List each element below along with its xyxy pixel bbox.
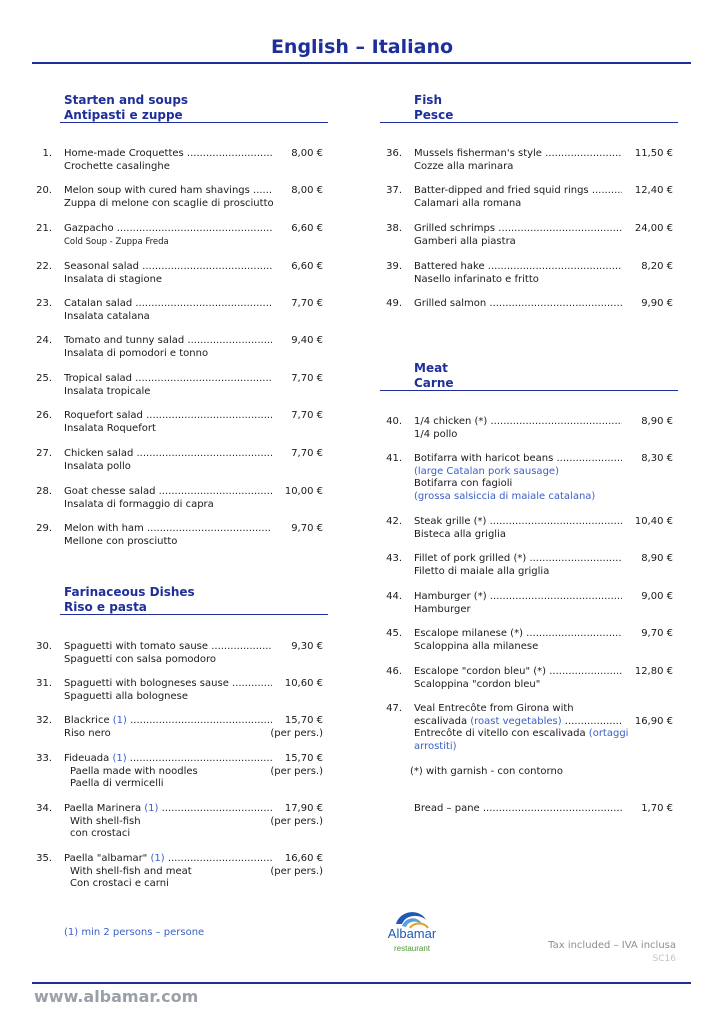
- item-per-person: (per pers.): [270, 865, 323, 877]
- tax-note: Tax included – IVA inclusa: [548, 940, 676, 951]
- item-name: [414, 148, 622, 161]
- logo-name: Albamar: [387, 926, 437, 941]
- item-name: [414, 223, 622, 236]
- item-name-en: Steak grille (*): [414, 516, 487, 527]
- item-price: 8,00 €: [291, 148, 323, 159]
- item-price: 15,70 €: [284, 753, 323, 764]
- item-name-en: Catalan salad: [64, 298, 133, 309]
- item-price: 9,00 €: [641, 591, 673, 602]
- section-meat-heading: [414, 361, 454, 391]
- item-name-it: Hamburger: [414, 603, 471, 615]
- item-name: [414, 553, 622, 566]
- item-price: 7,70 €: [291, 298, 323, 309]
- menu-item: [0, 453, 724, 513]
- item-name-it: Calamari alla romana: [414, 197, 522, 209]
- item-name: [414, 666, 622, 679]
- item-number: 46.: [386, 666, 402, 677]
- item-number: 43.: [386, 553, 402, 564]
- item-name-en: 1/4 chicken (*): [414, 416, 488, 427]
- item-name-it: Insalata di stagione: [64, 273, 163, 285]
- item-number: 29.: [36, 523, 52, 534]
- item-name: [414, 703, 622, 716]
- item-number: 37.: [386, 185, 402, 196]
- item-price: 12,40 €: [634, 185, 673, 196]
- item-name-it: Scaloppina "cordon bleu": [414, 678, 541, 690]
- item-name-it: Insalata tropicale: [64, 385, 151, 397]
- section-fish-en: Fish: [414, 93, 442, 107]
- item-price: 9,40 €: [291, 335, 323, 346]
- item-name-en: Melon soup with cured ham shavings: [64, 185, 250, 196]
- item-name-it: Spaguetti alla bolognese: [64, 690, 189, 702]
- item-number: 31.: [36, 678, 52, 689]
- item-price: 9,70 €: [641, 628, 673, 639]
- section-fish-divider: [380, 122, 678, 123]
- item-name-en: Home-made Croquettes: [64, 148, 184, 159]
- item-number: 20.: [36, 185, 52, 196]
- item-name-it: Mellone con prosciutto: [64, 535, 178, 547]
- item-price: 6,60 €: [291, 223, 323, 234]
- item-name-en: Seasonal salad: [64, 261, 139, 272]
- item-name-it: Spaguetti con salsa pomodoro: [64, 653, 217, 665]
- item-name: [414, 516, 622, 529]
- item-name-en: Escalope milanese (*): [414, 628, 523, 639]
- item-name-it: [414, 728, 628, 741]
- item-name-en: Gazpacho: [64, 223, 114, 234]
- item-name: [414, 591, 622, 604]
- item-price: 16,60 €: [284, 853, 323, 864]
- item-number: 41.: [386, 453, 402, 464]
- item-name: [414, 453, 622, 466]
- item-name-en: Batter-dipped and fried squid rings: [414, 185, 589, 196]
- item-price: 16,90 €: [634, 715, 673, 727]
- item-name-it: Insalata di formaggio di capra: [64, 498, 214, 510]
- item-price: 1,70 €: [641, 803, 673, 814]
- item-name-it: Paella made with noodles: [70, 765, 198, 777]
- item-per-person: (per pers.): [270, 765, 323, 777]
- item-price: 7,70 €: [291, 410, 323, 421]
- item-name-en: Paella Marinera: [64, 803, 145, 814]
- item-name-it2: Con crostaci e carni: [70, 878, 169, 889]
- menu-code: SC16: [652, 954, 676, 964]
- section-pasta-en: Farinaceous Dishes: [64, 585, 195, 599]
- item-price: 11,50 €: [634, 148, 673, 159]
- item-name-en: Grilled schrimps: [414, 223, 496, 234]
- item-number: 23.: [36, 298, 52, 309]
- item-price: 7,70 €: [291, 448, 323, 459]
- item-number: 38.: [386, 223, 402, 234]
- item-name-en: Spaguetti with tomato sause: [64, 641, 209, 652]
- item-name-it: Scaloppina alla milanese: [414, 640, 539, 652]
- item-price: 24,00 €: [634, 223, 673, 234]
- item-name-en: Grilled salmon: [414, 298, 487, 309]
- item-name-it: Insalata di pomodori e tonno: [64, 347, 209, 359]
- section-starters-heading: [64, 93, 188, 123]
- item-price: 10,40 €: [634, 516, 673, 527]
- item-name-it-note: (grossa salsiccia di maiale catalana): [414, 490, 596, 502]
- item-name-it: Cozze alla marinara: [414, 160, 514, 172]
- item-name-en2-note: (roast vegetables): [470, 715, 562, 727]
- footer-divider: [32, 982, 691, 984]
- item-number: 21.: [36, 223, 52, 234]
- item-name: [414, 416, 622, 429]
- item-per-person: (per pers.): [270, 815, 323, 827]
- item-number: 22.: [36, 261, 52, 272]
- item-name-it: Insalata Roquefort: [64, 422, 156, 434]
- item-name: [414, 628, 622, 641]
- item-price: 6,60 €: [291, 261, 323, 272]
- item-name-en: Blackrice: [64, 715, 113, 726]
- section-starters-divider: [60, 122, 328, 123]
- item-price: 8,90 €: [641, 553, 673, 564]
- section-meat-it: Carne: [414, 376, 454, 390]
- item-price: 8,30 €: [641, 453, 673, 464]
- menu-item: [0, 298, 724, 358]
- item-name-it-text: Entrecôte di vitello con escalivada: [414, 728, 589, 739]
- menu-item: [0, 803, 724, 863]
- item-name-en: Roquefort salad: [64, 410, 143, 421]
- item-name-it: Insalata pollo: [64, 460, 131, 472]
- item-number: 34.: [36, 803, 52, 814]
- item-price: 9,70 €: [291, 523, 323, 534]
- item-min-persons-mark: (1): [150, 853, 165, 864]
- section-meat-en: Meat: [414, 361, 448, 375]
- item-number: 27.: [36, 448, 52, 459]
- item-price: 15,70 €: [284, 715, 323, 726]
- title-divider: [32, 62, 691, 64]
- item-name: [414, 803, 622, 816]
- item-name-it: Crochette casalinghe: [64, 160, 170, 172]
- section-fish-it: Pesce: [414, 108, 454, 122]
- item-min-persons-mark: (1): [144, 803, 159, 814]
- item-name-it2: Paella di vermicelli: [70, 778, 164, 789]
- item-name-it: With shell-fish: [70, 815, 141, 827]
- item-name-en: Tomato and tunny salad: [64, 335, 185, 346]
- website-link[interactable]: www.albamar.com: [34, 987, 199, 1006]
- item-number: 25.: [36, 373, 52, 384]
- item-number: 39.: [386, 261, 402, 272]
- item-min-persons-mark: (1): [112, 715, 127, 726]
- item-number: 1.: [42, 148, 52, 159]
- menu-item: [0, 703, 724, 763]
- garnish-note: (*) with garnish - con contorno: [410, 766, 563, 777]
- item-name-en: Spaguetti with bologneses sause: [64, 678, 229, 689]
- item-name-it: Riso nero: [64, 727, 111, 739]
- item-name-it-note2: arrostiti): [414, 740, 457, 752]
- item-name-en: Fideuada: [64, 753, 113, 764]
- item-name-it: Cold Soup - Zuppa Freda: [64, 236, 169, 247]
- item-number: 32.: [36, 715, 52, 726]
- item-name-en: Battered hake: [414, 261, 485, 272]
- item-price: 7,70 €: [291, 373, 323, 384]
- item-name: [414, 298, 622, 311]
- item-name-en: Fillet of pork grilled (*): [414, 553, 527, 564]
- item-number: 42.: [386, 516, 402, 527]
- item-price: 8,00 €: [291, 185, 323, 196]
- item-name-line2: [414, 716, 622, 729]
- item-number: 45.: [386, 628, 402, 639]
- item-name-en: Melon with ham: [64, 523, 144, 534]
- item-price: 8,90 €: [641, 416, 673, 427]
- item-number: 36.: [386, 148, 402, 159]
- item-name-en: Chicken salad: [64, 448, 134, 459]
- item-name: [414, 261, 622, 274]
- logo-sub: restaurant: [393, 944, 431, 953]
- item-name-en: Veal Entrecôte from Girona with: [414, 703, 574, 714]
- section-starters-en: Starten and soups: [64, 93, 189, 107]
- section-starters-it: Antipasti e zuppe: [64, 108, 183, 122]
- item-name: [64, 373, 272, 386]
- item-name-en: Mussels fisherman's style: [414, 148, 542, 159]
- item-name-it: With shell-fish and meat: [70, 865, 192, 877]
- item-price: 10,60 €: [284, 678, 323, 689]
- page-title: English – Italiano: [270, 36, 454, 58]
- item-name-en: Hamburger (*): [414, 591, 487, 602]
- item-name-it: Insalata catalana: [64, 310, 150, 322]
- item-name-it: 1/4 pollo: [414, 428, 458, 440]
- item-name-en2: escalivada: [414, 715, 471, 727]
- item-price: 9,30 €: [291, 641, 323, 652]
- item-name-it: Gamberi alla piastra: [414, 235, 516, 247]
- min-persons-note: (1) min 2 persons – persone: [64, 927, 205, 938]
- item-price: 12,80 €: [634, 666, 673, 677]
- item-name-it: Nasello infarinato e fritto: [414, 273, 539, 285]
- item-name-it: Zuppa di melone con scaglie di prosciutto: [64, 197, 274, 209]
- item-name-it: Filetto di maiale alla griglia: [414, 565, 550, 577]
- item-number: 28.: [36, 486, 52, 497]
- item-name-en-note: (large Catalan pork sausage): [414, 465, 559, 477]
- section-pasta-it: Riso e pasta: [64, 600, 147, 614]
- item-name-en: Bread – pane: [414, 803, 480, 814]
- item-price: 17,90 €: [284, 803, 323, 814]
- item-price: 10,00 €: [284, 486, 323, 497]
- item-name-en: Tropical salad: [64, 373, 132, 384]
- item-name-en: Paella "albamar": [64, 853, 151, 864]
- item-number: 24.: [36, 335, 52, 346]
- item-name-it-note: (ortaggi: [588, 728, 629, 739]
- item-min-persons-mark: (1): [112, 753, 127, 764]
- item-number: 26.: [36, 410, 52, 421]
- item-number: 44.: [386, 591, 402, 602]
- item-number: 49.: [386, 298, 402, 309]
- item-number: 40.: [386, 416, 402, 427]
- item-number: 47.: [386, 703, 402, 714]
- item-name-en: Goat chesse salad: [64, 486, 156, 497]
- section-fish-heading: [414, 93, 453, 123]
- item-number: 30.: [36, 641, 52, 652]
- item-name-it: Botifarra con fagioli: [414, 478, 513, 489]
- item-number: 35.: [36, 853, 52, 864]
- item-per-person: (per pers.): [270, 727, 323, 739]
- item-name-en: Botifarra with haricot beans: [414, 453, 554, 464]
- section-meat-divider: [380, 390, 678, 391]
- item-price: 8,20 €: [641, 261, 673, 272]
- item-name: [414, 185, 622, 198]
- item-number: 33.: [36, 753, 52, 764]
- item-price: 9,90 €: [641, 298, 673, 309]
- item-name-it: Bisteca alla griglia: [414, 528, 506, 540]
- item-name-it2: con crostaci: [70, 828, 131, 839]
- item-name-en: Escalope "cordon bleu" (*): [414, 666, 547, 677]
